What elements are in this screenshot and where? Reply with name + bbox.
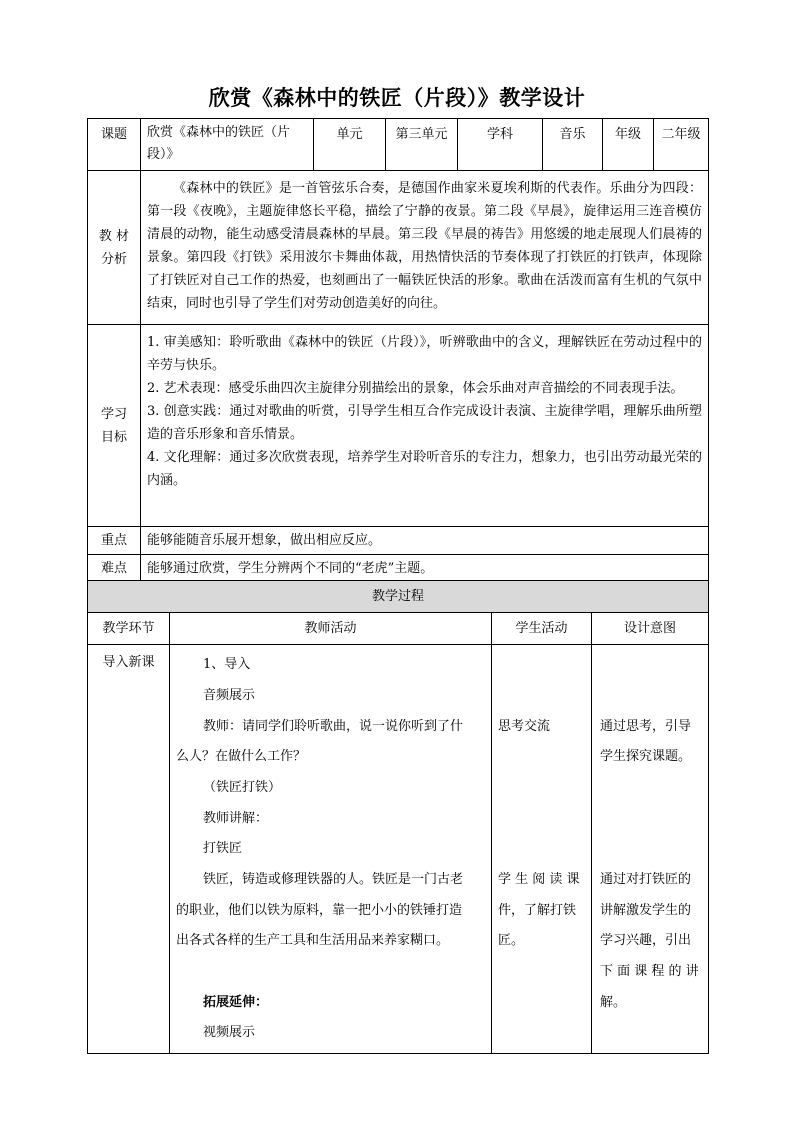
- intent-line: 讲解激发学生的: [600, 903, 692, 918]
- teacher-line: 视频展示: [203, 1025, 256, 1040]
- column-header-student: 学生活动: [492, 613, 592, 645]
- intent-line: 下 面 课 程 的 讲: [600, 964, 699, 979]
- process-heading: 教学过程: [88, 581, 709, 613]
- unit-value: 第三单元: [386, 119, 458, 171]
- topic-label: 课题: [88, 119, 141, 171]
- student-line: 件，了解打铁: [498, 903, 577, 918]
- grade-label: 年级: [603, 119, 654, 171]
- goal-item: 2. 艺术表现：感受乐曲四次主旋律分别描绘出的景象，体会乐曲对声音描绘的不同表现手法。: [147, 381, 684, 396]
- teacher-line: 打铁匠: [203, 841, 243, 856]
- student-activity-cell: [492, 645, 592, 1054]
- subject-label: 学科: [458, 119, 543, 171]
- analysis-text: [141, 171, 709, 325]
- goals-label: 学习目标: [88, 325, 141, 527]
- key-point-label: 重点: [88, 527, 141, 555]
- intent-line: 学习兴趣，引出: [600, 933, 692, 948]
- goal-item: 4. 文化理解：通过多次欣赏表现，培养学生对聆听音乐的专注力，想象力，也引出劳动最光荣的内涵。: [147, 450, 702, 488]
- student-line: 匠。: [498, 933, 525, 948]
- student-line: 学 生 阅 读 课: [498, 872, 580, 887]
- difficulty-text: 能够通过欣赏，学生分辨两个不同的“老虎”主题。: [141, 555, 709, 583]
- unit-label: 单元: [314, 119, 386, 171]
- student-line: 思考交流: [498, 719, 551, 734]
- teacher-line: 出各式各样的生产工具和生活用品来养家糊口。: [176, 933, 450, 948]
- teacher-line: 拓展延伸：: [203, 995, 269, 1010]
- teacher-line: 铁匠，铸造或修理铁器的人。铁匠是一门古老: [203, 872, 464, 887]
- intent-line: 学生探究课题。: [600, 749, 692, 764]
- column-header-teacher: 教师活动: [170, 613, 492, 645]
- design-intent-cell: [592, 645, 709, 1054]
- teacher-line: 的职业，他们以铁为原料，靠一把小小的铁锤打造: [176, 903, 463, 918]
- analysis-label: 教 材分析: [88, 171, 141, 325]
- process-table: [87, 580, 709, 1054]
- teacher-activity-cell: [170, 645, 492, 1054]
- key-point-text: 能够能随音乐展开想象，做出相应反应。: [141, 527, 709, 555]
- intent-line: 解。: [600, 995, 627, 1010]
- teacher-line: 音频展示: [203, 688, 256, 703]
- column-header-stage: 教学环节: [88, 613, 170, 645]
- info-table: [87, 118, 709, 583]
- difficulty-label: 难点: [88, 555, 141, 583]
- teacher-line: 教师：请同学们聆听歌曲，说一说你听到了什: [203, 719, 464, 734]
- goal-item: 1. 审美感知：聆听歌曲《森林中的铁匠（片段）》，听辨歌曲中的含义，理解铁匠在劳动过程中的辛劳与快乐。: [147, 335, 702, 373]
- page-title: 欣赏《森林中的铁匠（片段）》教学设计: [208, 86, 586, 110]
- column-header-intent: 设计意图: [592, 613, 709, 645]
- grade-value: 二年级: [654, 119, 709, 171]
- teacher-line: 教师讲解：: [203, 811, 269, 826]
- teacher-line: （铁匠打铁）: [203, 780, 282, 795]
- goal-item: 3. 创意实践：通过对歌曲的听赏，引导学生相互合作完成设计表演、主旋律学唱，理解乐曲所塑造的音乐形象和音乐情景。: [147, 404, 702, 442]
- subject-value: 音乐: [543, 119, 603, 171]
- intent-line: 通过思考，引导: [600, 719, 692, 734]
- teacher-line: 么人？在做什么工作？: [176, 749, 307, 764]
- stage-cell: 导入新课: [88, 645, 170, 1054]
- teacher-line: 1、导入: [203, 657, 251, 672]
- analysis-paragraph: 《森林中的铁匠》是一首管弦乐合奏，是德国作曲家米夏埃利斯的代表作。乐曲分为四段：第一段《夜晚》，主题旋律悠长平稳，描绘了宁静的夜景。第二段《早晨》，旋律运用三连音模仿清晨的动物，能生动感受清晨森林的早晨。第三段《早晨的祷告》用悠缓的地走展现人们晨祷的景象。第四段《打铁》采用波尔卡舞曲体裁，用热情快活的节奏体现了打铁匠的打铁声，体现除了打铁匠对自己工作的热爱，也刻画出了一幅铁匠快活的形象。歌曲在活泼而富有生机的气氛中结束，同时也引导了学生们对劳动创造美好的向往。: [147, 181, 702, 311]
- goals-list: [141, 325, 709, 527]
- intent-line: 通过对打铁匠的: [600, 872, 692, 887]
- topic-value: 欣赏《森林中的铁匠（片段）》: [141, 119, 314, 171]
